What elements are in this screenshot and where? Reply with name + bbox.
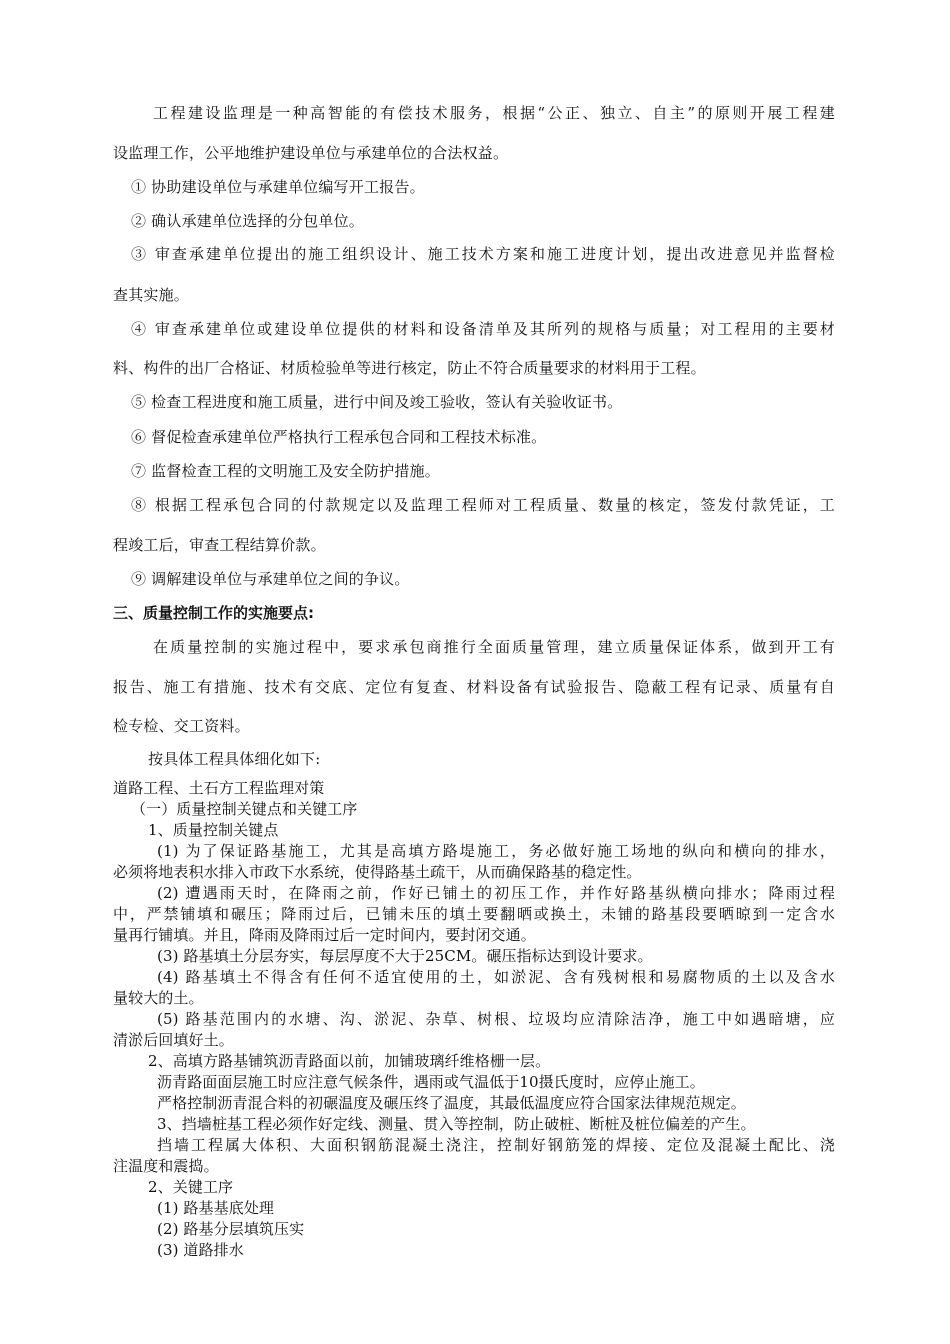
retaining-wall-heading: 3、挡墙桩基工程必须作好定线、测量、贯入等控制，防止破桩、断桩及桩位偏差的产生。 (157, 1115, 756, 1133)
key-processes-heading: 2、关键工序 (148, 1178, 234, 1196)
section-3-para-line-3: 检专检、交工资料。 (113, 717, 250, 735)
key-point-2-line-3: 量再行铺填。并且，降雨及降雨过后一定时间内，要封闭交通。 (113, 926, 536, 944)
key-point-5-line-1: (5) 路基范围内的水塘、沟、淤泥、杂草、树根、垃圾均应清除洁净，施工中如遇暗塘，应 (157, 1010, 835, 1028)
key-process-2: (2) 路基分层填筑压实 (157, 1220, 305, 1238)
key-process-1: (1) 路基基底处理 (157, 1199, 275, 1217)
key-point-5-line-2: 清淤后回填好土。 (113, 1031, 234, 1049)
duty-3-line-2: 查其实施。 (113, 286, 190, 304)
duty-8-line-1: ⑧ 根据工程承包合同的付款规定以及监理工程师对工程质量、数量的核定，签发付款凭证，工 (131, 496, 835, 514)
duty-4-line-2: 料、构件的出厂合格证、材质检验单等进行核定，防止不符合质量要求的材料用于工程。 (113, 359, 706, 377)
retaining-wall-line-2: 注温度和震捣。 (113, 1157, 219, 1175)
key-process-3: (3) 道路排水 (157, 1241, 244, 1259)
duty-5: ⑤ 检查工程进度和施工质量，进行中间及竣工验收，签认有关验收证书。 (131, 393, 623, 411)
section-3-heading: 三、质量控制工作的实施要点: (113, 604, 314, 622)
intro-line-2: 设监理工作，公平地维护建设单位与承建单位的合法权益。 (113, 144, 509, 162)
asphalt-weather-note: 沥青路面面层施工时应注意气候条件，遇雨或气温低于10摄氏度时，应停止施工。 (157, 1073, 705, 1091)
key-point-2-line-2: 中，严禁铺填和碾压；降雨过后，已铺未压的填土要翻晒或换土，未铺的路基段要晒晾到一定含水 (113, 905, 835, 923)
intro-line-1: 工程建设监理是一种高智能的有偿技术服务，根据“公正、独立、自主”的原则开展工程建 (153, 104, 835, 122)
duty-4-line-1: ④ 审查承建单位或建设单位提供的材料和设备清单及其所列的规格与质量；对工程用的主要材 (131, 320, 835, 338)
key-point-3: (3) 路基填土分层夯实，每层厚度不大于25CM。碾压指标达到设计要求。 (157, 947, 653, 965)
road-title: 道路工程、土石方工程监理对策 (113, 779, 325, 797)
key-point-4-line-1: (4) 路基填土不得含有任何不适宜使用的土，如淤泥、含有残树根和易腐物质的土以及含水 (157, 968, 835, 986)
duty-1: ① 协助建设单位与承建单位编写开工报告。 (131, 178, 425, 196)
duty-8-line-2: 程竣工后，审查工程结算价款。 (113, 536, 326, 554)
section-3-intro-detail: 按具体工程具体细化如下: (148, 750, 321, 768)
duty-3-line-1: ③ 审查承建单位提出的施工组织设计、施工技术方案和施工进度计划，提出改进意见并监督检 (131, 245, 835, 263)
key-point-2-line-1: (2) 遭遇雨天时，在降雨之前，作好已铺土的初压工作，并作好路基纵横向排水；降雨过程 (157, 884, 835, 902)
duty-7: ⑦ 监督检查工程的文明施工及安全防护措施。 (131, 462, 440, 480)
asphalt-temperature-note: 严格控制沥青混合料的初碾温度及碾压终了温度，其最低温度应符合国家法律规范规定。 (157, 1094, 746, 1112)
key-point-1-line-2: 必须将地表积水排入市政下水系统，使得路基土疏干，从而确保路基的稳定性。 (113, 863, 642, 881)
road-subheading-1: （一）质量控制关键点和关键工序 (131, 800, 358, 818)
key-point-4-line-2: 量较大的土。 (113, 989, 204, 1007)
key-point-1-line-1: (1) 为了保证路基施工，尤其是高填方路堤施工，务必做好施工场地的纵向和横向的排水， (157, 842, 835, 860)
duty-9: ⑨ 调解建设单位与承建单位之间的争议。 (131, 570, 410, 588)
duty-2: ② 确认承建单位选择的分包单位。 (131, 212, 364, 230)
section-3-para-line-2: 报告、施工有措施、技术有交底、定位有复查、材料设备有试验报告、隐蔽工程有记录、质量有自 (113, 678, 835, 696)
duty-6: ⑥ 督促检查承建单位严格执行工程承包合同和工程技术标准。 (131, 428, 547, 446)
key-points-heading: 1、质量控制关键点 (148, 821, 279, 839)
retaining-wall-line-1: 挡墙工程属大体积、大面积钢筋混凝土浇注，控制好钢筋笼的焊接、定位及混凝土配比、浇 (157, 1136, 835, 1154)
high-fill-heading: 2、高填方路基铺筑沥青路面以前，加铺玻璃纤维格栅一层。 (148, 1052, 551, 1070)
section-3-para-line-1: 在质量控制的实施过程中，要求承包商推行全面质量管理，建立质量保证体系，做到开工有 (153, 638, 835, 656)
